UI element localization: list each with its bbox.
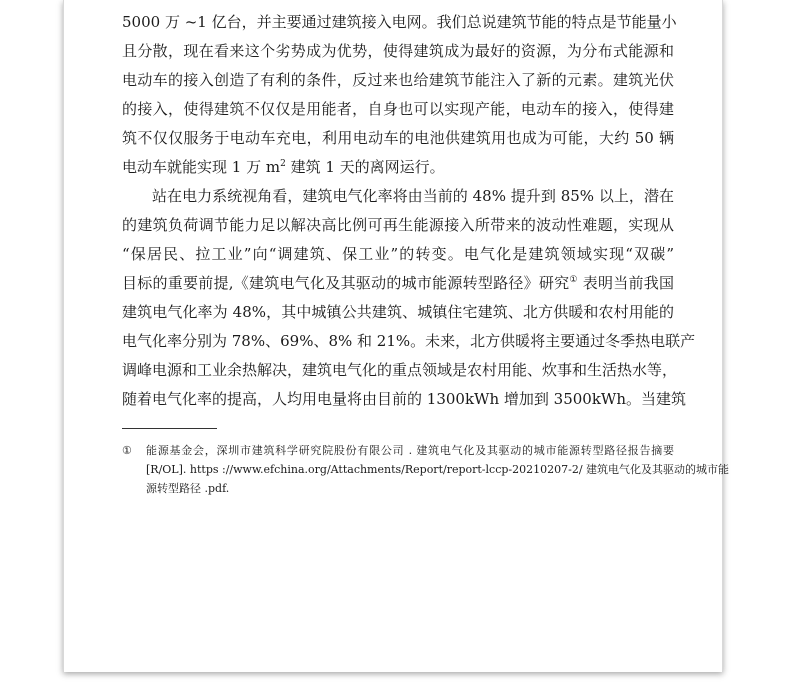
footnote-divider bbox=[122, 428, 217, 429]
paragraph-2 bbox=[122, 182, 696, 414]
footnote-mark: ① bbox=[122, 444, 132, 457]
paragraph-1-line: 且分散，现在看来这个劣势成为优势，使得建筑成为最好的资源，为分布式能源和 bbox=[122, 42, 674, 60]
footnote-line: 能源基金会，深圳市建筑科学研究院股份有限公司 . 建筑电气化及其驱动的城市能源转型路径报告摘要 bbox=[146, 444, 674, 457]
paragraph-1-line: 筑不仅仅服务于电动车充电，利用电动车的电池供建筑用也成为可能，大约 50 辆 bbox=[122, 129, 674, 147]
paragraph-1 bbox=[122, 8, 677, 182]
superscript: 2 bbox=[280, 159, 286, 169]
paragraph-2-line: 调峰电源和工业余热解决，建筑电气化的重点领域是农村用能、炊事和生活热水等， bbox=[122, 361, 678, 379]
footnote-line[interactable]: [R/OL]. https ://www.efchina.org/Attachments/Report/report-lccp-20210207-2/ 建筑电气化及其驱动的城市能 bbox=[146, 463, 730, 476]
footnote-reference[interactable]: ① bbox=[569, 275, 578, 285]
paragraph-2-line: 的建筑负荷调节能力足以解决高比例可再生能源接入所带来的波动性难题，实现从 bbox=[122, 216, 674, 234]
footnote-text bbox=[146, 441, 730, 498]
paragraph-1-last-line bbox=[122, 153, 674, 182]
paragraph-1-line: 5000 万 ~1 亿台，并主要通过建筑接入电网。我们总说建筑节能的特点是节能量小 bbox=[122, 13, 677, 31]
paragraph-2-line bbox=[122, 269, 674, 298]
paragraph-1-line: 电动车的接入创造了有利的条件，反过来也给建筑节能注入了新的元素。建筑光伏 bbox=[122, 71, 674, 89]
paragraph-1-line: 的接入，使得建筑不仅仅是用能者，自身也可以实现产能，电动车的接入，使得建 bbox=[122, 100, 674, 118]
text-segment: 目标的重要前提,《建筑电气化及其驱动的城市能源转型路径》研究 bbox=[122, 274, 570, 292]
document-page bbox=[63, 0, 730, 672]
footnote-line: 源转型路径 .pdf. bbox=[146, 482, 230, 495]
paragraph-2-line: 站在电力系统视角看，建筑电气化率将由当前的 48% 提升到 85% 以上，潜在 bbox=[152, 187, 674, 205]
footnote bbox=[122, 441, 730, 498]
paragraph-2-line: 随着电气化率的提高，人均用电量将由目前的 1300kWh 增加到 3500kWh。当建筑 bbox=[122, 390, 686, 408]
paragraph-2-line: 电气化率分别为 78%、69%、8% 和 21%。未来，北方供暖将主要通过冬季热电联产 bbox=[122, 332, 696, 350]
text-segment: 电动车就能实现 1 万 m bbox=[122, 158, 281, 176]
paragraph-2-line: “保居民、拉工业”向“调建筑、保工业”的转变。电气化是建筑领域实现“双碳” bbox=[122, 245, 674, 263]
text-segment: 表明当前我国 bbox=[577, 274, 674, 292]
paragraph-2-line: 建筑电气化率为 48%，其中城镇公共建筑、城镇住宅建筑、北方供暖和农村用能的 bbox=[122, 303, 674, 321]
body-text bbox=[122, 8, 696, 414]
text-segment: 建筑 1 天的离网运行。 bbox=[285, 158, 445, 176]
